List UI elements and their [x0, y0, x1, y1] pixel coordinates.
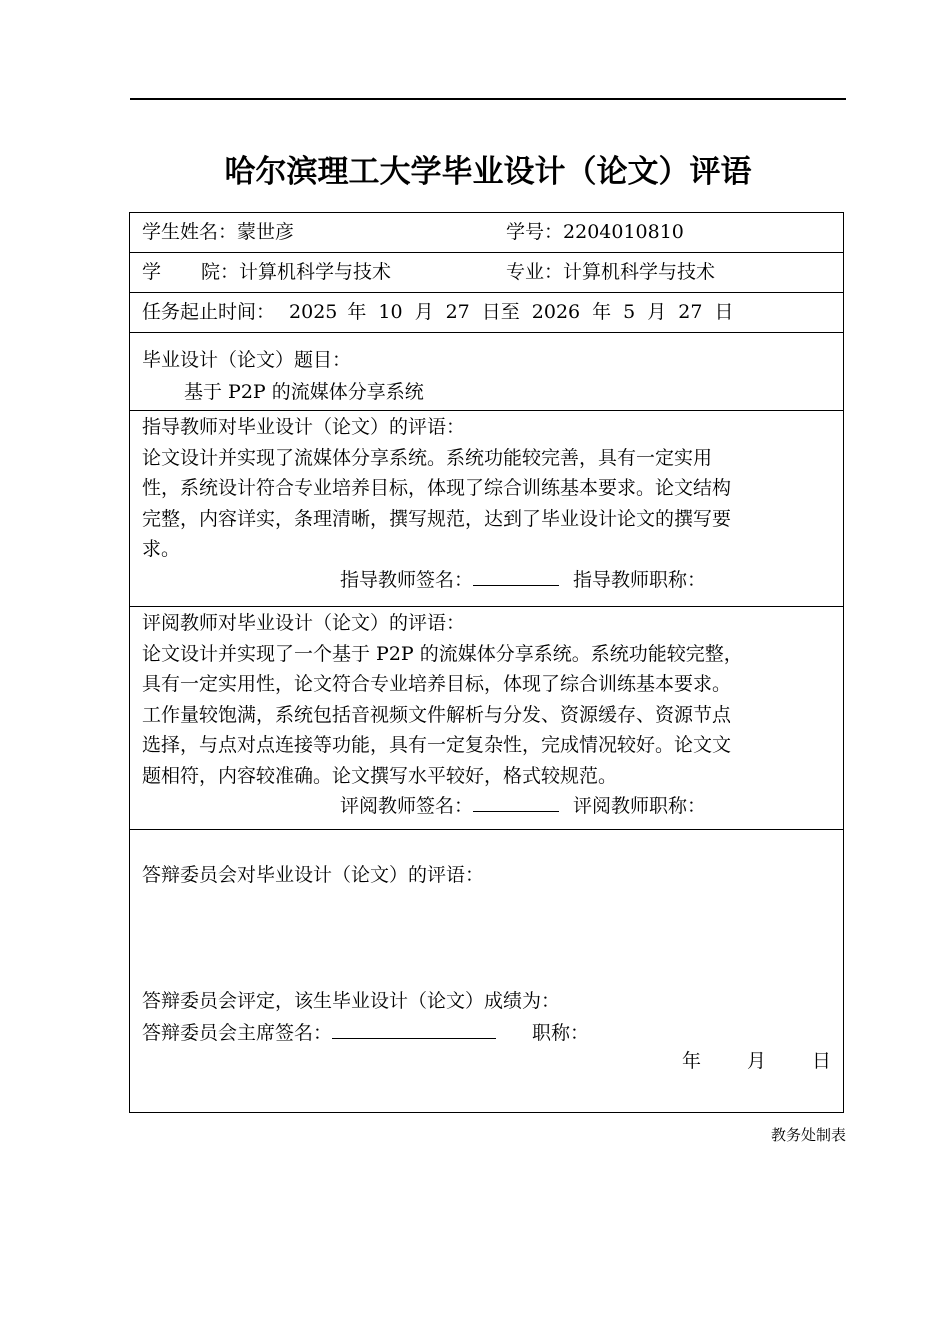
start-year-char: 年 — [347, 301, 367, 324]
committee-month-char: 月 — [746, 1049, 766, 1072]
reviewer-sign-label: 评阅教师签名： — [340, 795, 474, 817]
student-id-cell — [506, 217, 684, 248]
start-day: 27 — [445, 301, 470, 324]
student-name-cell — [142, 217, 506, 248]
end-day: 27 — [678, 301, 703, 324]
reviewer-signature-line — [142, 791, 833, 822]
start-month-char: 月 — [414, 301, 434, 324]
topic-value: 基于 P2P 的流媒体分享系统 — [184, 381, 424, 403]
college-label-a: 学 — [142, 261, 162, 284]
advisor-line-2: 性，系统设计符合专业培养目标，体现了综合训练基本要求。论文结构 — [142, 477, 732, 499]
student-name: 蒙世彦 — [237, 221, 295, 244]
advisor-rank-label: 指导教师职称： — [573, 568, 707, 591]
committee-grade-label: 答辩委员会评定，该生毕业设计（论文）成绩为： — [142, 990, 561, 1012]
committee-chair-line — [142, 1018, 589, 1049]
top-rule — [130, 98, 846, 100]
college-value: 计算机科学与技术 — [239, 261, 392, 284]
committee-year-char: 年 — [681, 1049, 701, 1072]
committee-rank-label: 职称： — [532, 1022, 590, 1044]
student-id-label: 学号： — [506, 221, 564, 244]
footer-note: 教务处制表 — [770, 1126, 846, 1144]
advisor-line-4: 求。 — [142, 538, 181, 560]
reviewer-heading: 评阅教师对毕业设计（论文）的评语： — [142, 612, 466, 634]
start-month: 10 — [378, 301, 403, 324]
start-year: 2025 — [289, 301, 338, 324]
topic-row — [130, 333, 843, 411]
committee-chair-sign-label: 答辩委员会主席签名： — [142, 1022, 333, 1044]
end-year: 2026 — [531, 301, 581, 324]
reviewer-rank-label: 评阅教师职称： — [573, 795, 707, 817]
reviewer-line-1: 论文设计并实现了一个基于 P2P 的流媒体分享系统。系统功能较完整， — [142, 642, 743, 665]
advisor-line-3: 完整，内容详实，条理清晰，撰写规范，达到了毕业设计论文的撰写要 — [142, 507, 732, 530]
reviewer-sign-blank — [473, 791, 559, 812]
committee-day-char: 日 — [811, 1049, 831, 1072]
evaluation-form — [129, 212, 844, 1113]
period-label: 任务起止时间： — [142, 301, 276, 324]
student-row — [130, 213, 843, 253]
reviewer-comment-row — [130, 607, 843, 830]
start-day-char: 日至 — [481, 301, 520, 324]
college-cell — [142, 257, 506, 288]
major-value: 计算机科学与技术 — [563, 261, 716, 284]
reviewer-line-5: 题相符，内容较准确。论文撰写水平较好，格式较规范。 — [142, 764, 618, 787]
page-title: 哈尔滨理工大学毕业设计（论文）评语 — [224, 154, 752, 190]
period-row — [130, 293, 843, 333]
advisor-sign-blank — [473, 565, 559, 586]
major-cell — [506, 257, 715, 288]
student-id: 2204010810 — [563, 221, 684, 244]
reviewer-line-2: 具有一定实用性，论文符合专业培养目标，体现了综合训练基本要求。 — [142, 673, 732, 695]
student-name-label: 学生姓名： — [142, 221, 238, 244]
advisor-sign-label: 指导教师签名： — [340, 568, 474, 591]
reviewer-line-4: 选择，与点对点连接等功能，具有一定复杂性，完成情况较好。论文文 — [142, 734, 732, 756]
major-label: 专业： — [506, 261, 564, 284]
advisor-heading: 指导教师对毕业设计（论文）的评语： — [142, 416, 466, 438]
advisor-comment-row — [130, 411, 843, 607]
college-row — [130, 253, 843, 293]
committee-date-line — [636, 1046, 831, 1077]
topic-label: 毕业设计（论文）题目： — [142, 349, 352, 371]
committee-chair-sign-blank — [332, 1018, 496, 1039]
committee-heading: 答辩委员会对毕业设计（论文）的评语： — [142, 864, 485, 886]
end-year-char: 年 — [592, 301, 612, 324]
end-month: 5 — [623, 301, 636, 324]
committee-row — [130, 830, 843, 1112]
reviewer-line-3: 工作量较饱满，系统包括音视频文件解析与分发、资源缓存、资源节点 — [142, 703, 732, 726]
end-month-char: 月 — [647, 301, 667, 324]
end-day-char: 日 — [714, 301, 734, 324]
advisor-signature-line — [142, 565, 833, 596]
college-label-b: 院： — [201, 261, 240, 284]
advisor-line-1: 论文设计并实现了流媒体分享系统。系统功能较完善，具有一定实用 — [142, 446, 713, 469]
